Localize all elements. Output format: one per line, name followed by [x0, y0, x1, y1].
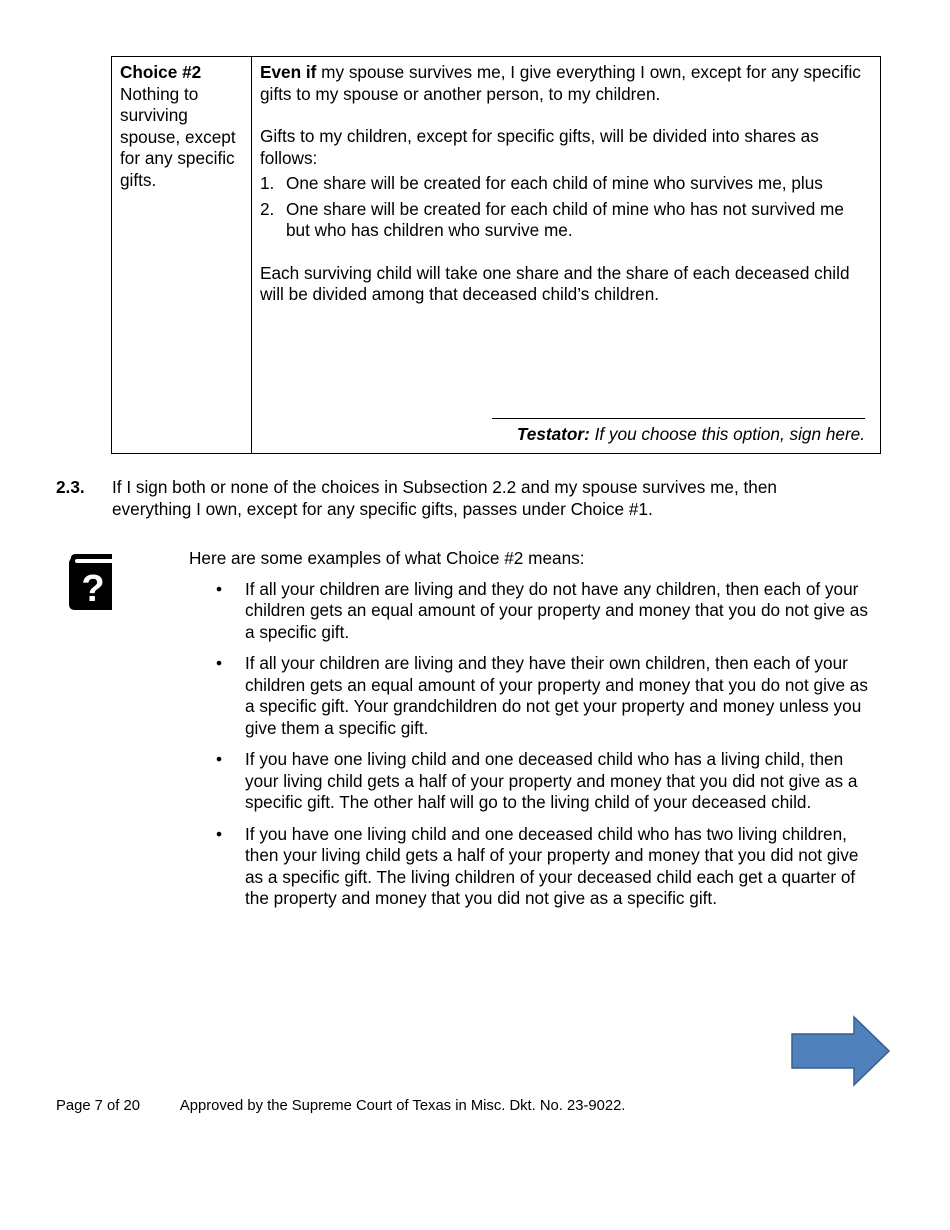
page-footer: [56, 1097, 625, 1115]
list-item-text: If you have one living child and one deceased child who has two living children, then your living child gets a half of your property and money that you did not give as a specific gift. The living children of your deceased child each get a quarter of the property and money that you did not give as a specific gift.: [245, 823, 859, 908]
examples-intro: Here are some examples of what Choice #2 means:: [189, 548, 585, 568]
bullet: •: [216, 578, 223, 599]
share-item-text: One share will be created for each child of mine who survives me, plus: [286, 173, 823, 193]
list-item-text: If all your children are living and they do not have any children, then each of your children gets an equal amount of your property and money that you do not give as a specific gift.: [245, 578, 868, 642]
signature-instruction: If you choose this option, sign here.: [589, 424, 865, 444]
list-item: [189, 824, 879, 910]
section-2-3: [56, 477, 856, 520]
list-item: [189, 749, 879, 814]
help-book-icon: [67, 554, 113, 610]
choice-intro-bold: Even if: [260, 62, 317, 82]
share-item-text: One share will be created for each child of mine who has not survived me but who has children who survive me.: [286, 198, 844, 240]
choice-title: Choice #2: [120, 62, 202, 82]
list-item-text: If you have one living child and one deceased child who has a living child, then your living child gets a half of your property and money that you did not give as a specific gift. The other half will go to the living child of your deceased child.: [245, 749, 858, 812]
bullet: •: [216, 653, 223, 673]
choice-label-cell: [112, 57, 252, 453]
choice-text-cell: [252, 57, 880, 453]
choice-description: Nothing to surviving spouse, except for any specific gifts.: [120, 83, 236, 190]
share-item-number: 2.: [260, 198, 275, 219]
bullet: •: [216, 749, 223, 769]
share-item-number: 1.: [260, 173, 275, 193]
svg-text:?: ?: [81, 568, 105, 610]
signature-label: Testator:: [516, 424, 590, 444]
next-page-arrow-icon[interactable]: [790, 1015, 892, 1087]
examples-block: [189, 548, 879, 920]
list-item-text: If all your children are living and they have their own children, then each of your children gets an equal amount of your property and money that you do not give as a specific gift. Your grandchildren do not get your property and money unless you give them a specific gift.: [245, 653, 868, 738]
page-number: Page 7 of 20: [56, 1098, 140, 1114]
section-text: If I sign both or none of the choices in Subsection 2.2 and my spouse survives me, then everything I own, except for any specific gifts, passes under Choice #1.: [112, 477, 777, 519]
list-item: [189, 579, 879, 644]
share-item: [260, 199, 872, 242]
shares-intro: Gifts to my children, except for specific gifts, will be divided into shares as follows:: [260, 126, 819, 168]
section-number: 2.3.: [56, 477, 85, 497]
signature-caption: [517, 424, 865, 446]
signature-line[interactable]: [492, 418, 865, 419]
share-item: [260, 173, 872, 195]
choice-intro-rest: my spouse survives me, I give everything I own, except for any specific gifts to my spouse or another person, to my children.: [260, 62, 861, 104]
approval-note: Approved by the Supreme Court of Texas in Misc. Dkt. No. 23-9022.: [179, 1098, 626, 1114]
choice-2-table: [111, 56, 881, 454]
examples-list: [189, 579, 879, 910]
list-item: [189, 653, 879, 739]
choice-intro: [260, 62, 872, 105]
distribution-text: Each surviving child will take one share and the share of each deceased child will be divided among that deceased child’s children.: [260, 262, 850, 304]
bullet: •: [216, 823, 223, 844]
